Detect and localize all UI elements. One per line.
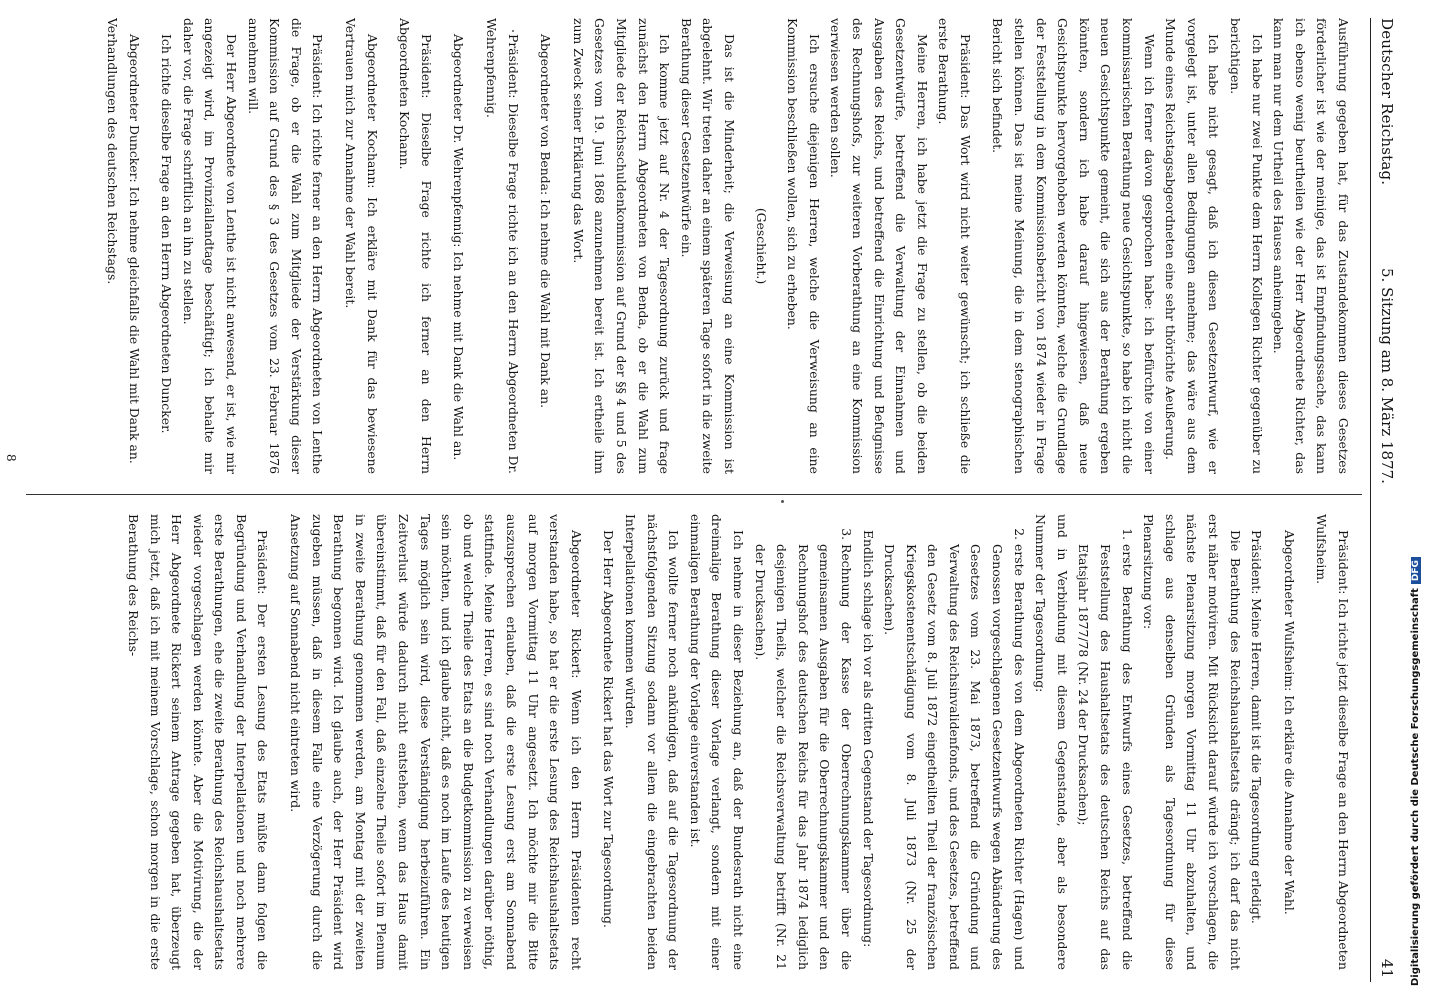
dfg-credit: Digitalisierung gefördert durch die Deutsche Forschungsgemeinschaft (1410, 588, 1421, 986)
paragraph: Präsident: Ich richte ferner an den Herrn Abgeordneten von Lenthe die Frage, ob er die Wahl zum Mitgliede der Verstärkung dieser Kommission auf Grund des § 3 des Gesetzes vom 23. Februar 1876 annehmen will. (245, 18, 326, 474)
agenda-item: 2. erste Berathung des von dem Abgeordneten Richter (Hagen) und Genossen vorgeschlagenen Gesetzentwurfs wegen Abänderung des Gesetzes vom 23. Mai 1873, betreffend die Gründung und Verwaltung des Reichsinvalidenfonds, und des Gesetzes, betreffend den Gesetz vom 8. Juli 1872 eingetheilten Theil der französischen Kriegskostenentschädigung vom 8. Juli 1873 (Nr. 25 der Drucksachen). (879, 544, 1030, 970)
scan-speck (781, 500, 784, 503)
paragraph: Ich wollte ferner noch ankündigen, daß auf die Tagesordnung der nächstfolgenden Sitzung sodann vor allem die eingebrachten beiden Interpellationen kommen würden. (623, 514, 682, 970)
paragraph: Abgeordneter von Benda: Ich nehme die Wahl mit Dank an. (538, 34, 554, 409)
dfg-logo: DFG (1411, 557, 1421, 584)
paragraph: Die Berathung des Reichshaushaltsetats drängt; ich darf das nicht erst näher motiviren. Mit Rücksicht darauf würde ich vorschlagen, die nächste Plenarsitzung morgen Vormittag 11 Uhr abzuhalten, und schlage aus denselben Gründen als Tagesordnung für diese Plenarsitzung vor: (1141, 514, 1243, 970)
paragraph: Der Herr Abgeordnete Rickert hat das Wort zur Tagesordnung. (601, 530, 617, 928)
dfg-watermark (1402, 0, 1432, 1000)
paragraph: Präsident: Ich richte jetzt dieselbe Frage an den Herrn Abgeordneten Wulfsheim. (1314, 514, 1351, 970)
paragraph: Ich komme jetzt auf Nr. 4 der Tagesordnung zurück und frage zunächst den Herrn Abgeordneten von Benda, ob er die Wahl zum Mitgliede der Reichsschuldenkommission auf Grund der §§ 4 und 5 des Gesetzes vom 19. Juni 1868 anzunehmen bereit ist. Ich ertheile ihm zum Zweck seiner Erklärung das Wort. (570, 18, 673, 474)
page-number: 41 (1378, 958, 1396, 978)
stage-direction: (Geschieht.) (753, 207, 769, 285)
agenda-list (749, 514, 857, 970)
paragraph: Ich habe nur zwei Punkte dem Herrn Kollegen Richter gegenüber zu berichtigen. (1228, 18, 1265, 474)
agenda-item: 1. erste Berathung des Entwurfs eines Gesetzes, betreffend die Feststellung des Haushaltsetats des deutschen Reichs auf das Etatsjahr 1877/78 (Nr. 24 der Drucksachen); (1073, 544, 1138, 970)
paragraph: Abgeordneter Dr. Wehrenpfennig: Ich nehme mit Dank die Wahl an. (451, 34, 467, 461)
paragraph: Präsident: Der ersten Lesung des Etats müßte dann folgen die Begründung und Verhandlung der Interpellationen und noch mehrere erste Berathungen, ehe die zweite Berathung des Reichshaushaltsetats wieder vorgeschlagen werden könnte. Aber die Motivirung, die der Herr Abgeordnete Rickert seinem Antrage gegeben hat, überzeugt mich jetzt, daß ich mit meinem Vorschlage, schon morgen in die erste Berathung des Reichs- (125, 514, 271, 970)
paragraph: Abgeordneter Duncker: Ich nehme gleichfalls die Wahl mit Dank an. (126, 34, 142, 464)
agenda-list (879, 514, 1030, 970)
running-footer: Verhandlungen des deutschen Reichstags. (105, 18, 121, 285)
paragraph: Ich nehme in dieser Beziehung an, daß der Bundesrath nicht eine dreimalige Berathung dieser Vorlage verlangt, sondern mit einer einmaligen Berathung der Vorlage einverstanden ist. (687, 514, 746, 970)
session-title: 5. Sitzung am 8. März 1877. (1378, 268, 1396, 484)
publication-title: Deutscher Reichstag. (1378, 18, 1396, 186)
paragraph: Abgeordneter Rickert: Wenn ich den Herrn Präsidenten recht verstanden habe, so hat er die erste Lesung des Reichshaushaltsetats auf morgen Vormittag 11 Uhr angesetzt. Ich möchte mir die Bitte auszusprechen erlauben, daß die erste Lesung erst am Sonnabend stattfinde. Meine Herren, es sind noch Verhandlungen darüber nöthig, ob und welche Theile des Etats an die Budgetkommission zu verweisen sein möchten, und ich glaube nicht, daß es noch im Laufe des heutigen Tages möglich sein wird, diese Verständigung herbeizuführen. Ein Zeitverlust würde dadurch nicht entstehen, wenn das Haus damit übereinstimmt, daß für den Fall, daß einzelne Theile sofort im Plenum in zweite Berathung genommen werden, am Montag mit der zweiten Berathung begonnen wird. Ich glaube auch, der Herr Präsident wird zugeben müssen, daß in diesem Falle eine Verzögerung durch die Ansetzung auf Sonnabend nicht eintreten wird. (288, 514, 584, 970)
paragraph: Abgeordneter Wulfsheim: Ich erkläre die Annahme der Wahl. (1281, 530, 1297, 915)
paragraph: Endlich schlage ich vor als dritten Gegenstand der Tagesordnung: (860, 530, 876, 948)
scan-speck (512, 30, 514, 32)
paragraph: Präsident: Dieselbe Frage richte ich an den Herrn Abgeordneten Dr. Wehrenpfennig. (484, 18, 521, 474)
right-column (24, 514, 1354, 970)
running-header (1370, 18, 1404, 982)
paragraph: Das ist die Minderheit; die Verweisung an eine Kommission ist abgelehnt. Wir treten daher an einem späteren Tage sofort in die zweite Berathung dieser Gesetzentwürfe ein. (678, 18, 737, 474)
agenda-list (1073, 514, 1138, 970)
paragraph: Der Herr Abgeordnete von Lenthe ist nicht anwesend, er ist, wie mir angezeigt wird, im Provinziallandtage beschäftigt; ich behalte mir daher vor, die Frage schriftlich an ihn zu stellen. (180, 18, 240, 474)
paragraph: und in Verbindung mit diesem Gegenstande, aber als besondere Nummer der Tagesordnung: (1033, 514, 1070, 970)
agenda-item: 3. Rechnung der Kasse der Oberrechnungskammer über die gemeinsamen Ausgaben für die Oberrechnungskammer und den Rechnungshof des deutschen Reichs für das Jahr 1874 lediglich desjenigen Theils, welcher die Reichsverwaltung betrifft (Nr. 21 der Drucksachen). (749, 544, 857, 970)
paragraph: Ich ersuche diejenigen Herren, welche die Verweisung an eine Kommission beschließen wollen, sich zu erheben. (785, 18, 822, 474)
paragraph: Präsident: Meine Herren, damit ist die Tagesordnung erledigt. (1249, 530, 1265, 924)
paragraph: Abgeordneter Kochann: Ich erkläre mit Dank für das bewiesene Vertrauen mich zur Annahme der Wahl bereit. (343, 18, 380, 474)
paragraph: Meine Herren, ich habe jetzt die Frage zu stellen, ob die beiden Gesetzentwürfe, betreffend die Verwaltung der Einnahmen und Ausgaben des Reichs, und betreffend die Einrichtung und Befugnisse des Rechnungshofs, zur weiteren Vorberathung an eine Kommission verwiesen werden sollen. (828, 18, 930, 474)
paragraph: Ich richte dieselbe Frage an den Herrn Abgeordneten Duncker. (159, 34, 175, 434)
paragraph: Ausführung gegeben hat, für das Zustandekommen dieses Gesetzes förderlicher ist wie der meinige, das ist Empfindungssache, das kann ich ebenso wenig beurtheilen wie der Herr Abgeordnete Richter, das kann man nur dem Urtheil des Hauses anheimgeben. (1271, 18, 1351, 474)
column-divider (26, 494, 1362, 495)
paragraph: Wenn ich ferner davon gesprochen habe: ich befürchte von einer kommissarischen Berathung neue Gesichtspunkte, so habe ich nicht die neuen Gesichtspunkte gemeint, die sich aus der Berathung ergeben könnten, sondern ich habe darauf hingewiesen, daß neue Gesichtspunkte hervorgehoben werden könnten, welche die Grundlage der Feststellung in dem Kommissionsbericht von 1874 wieder in Frage stellen können. Das ist meine Meinung, die in dem stenographischen Bericht sich befindet. (990, 18, 1157, 474)
paragraph: Ich habe nicht gesagt, daß ich diesen Gesetzentwurf, wie er vorgelegt ist, unter allen Bedingungen annehme; das wäre aus dem Munde eines Reichstagsabgeordneten eine sehr thörichte Aeußerung. (1163, 18, 1222, 474)
paragraph: Präsident: Das Wort wird nicht weiter gewünscht; ich schließe die erste Berathung. (936, 18, 973, 474)
sheet-mark: 8 (4, 454, 18, 462)
dfg-watermark-text (1410, 11, 1421, 986)
left-column (24, 18, 1354, 474)
paragraph: Präsident: Dieselbe Frage richte ich ferner an den Herrn Abgeordneten Kochann. (397, 18, 434, 474)
